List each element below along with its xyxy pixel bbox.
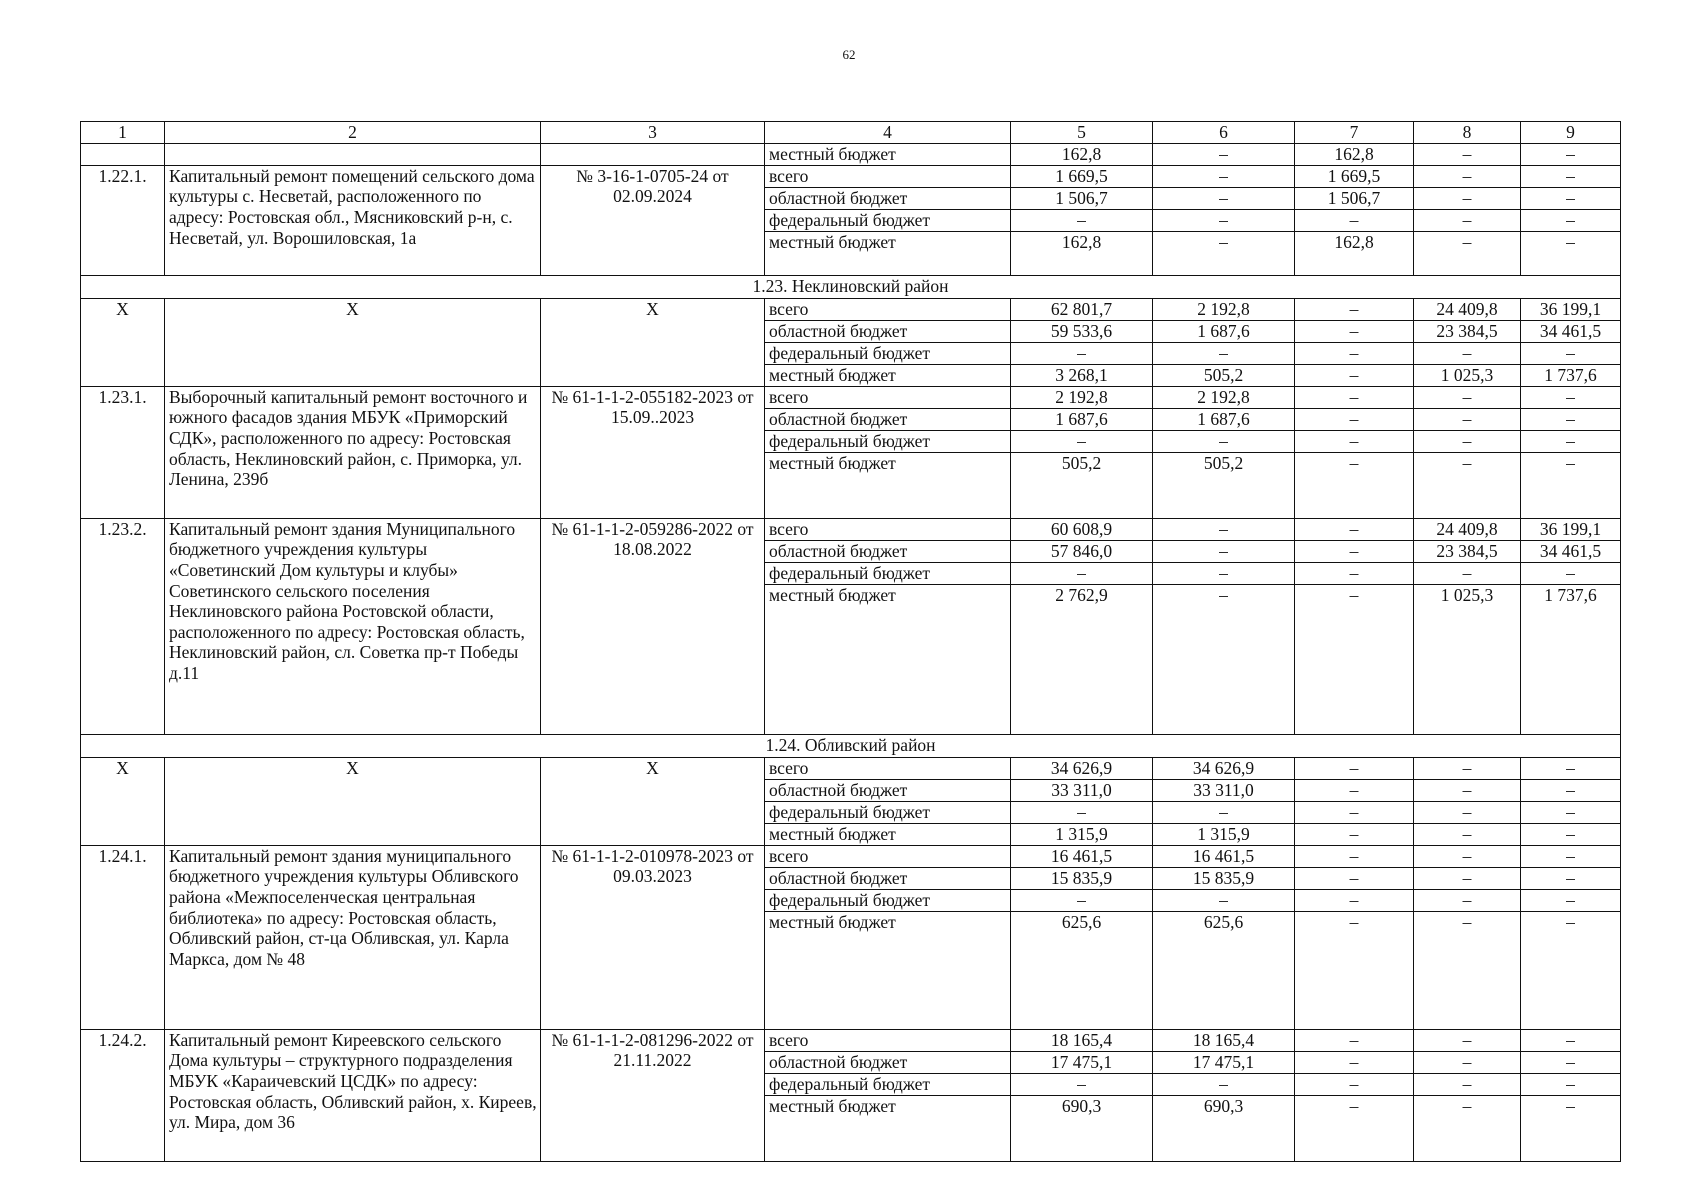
value-cell: 18 165,4 xyxy=(1153,1029,1295,1051)
value-cell: 505,2 xyxy=(1153,364,1295,386)
value-cell: 2 762,9 xyxy=(1011,584,1153,734)
column-header: 1 xyxy=(81,122,165,144)
value-cell: – xyxy=(1295,364,1414,386)
value-cell: 1 025,3 xyxy=(1414,584,1521,734)
value-cell: – xyxy=(1414,1095,1521,1161)
value-cell: – xyxy=(1295,757,1414,779)
value-cell: – xyxy=(1521,779,1621,801)
value-cell: – xyxy=(1521,1073,1621,1095)
value-cell: 33 311,0 xyxy=(1153,779,1295,801)
value-cell: – xyxy=(1153,209,1295,231)
item-number: 1.24.2. xyxy=(81,1029,165,1161)
value-cell: 59 533,6 xyxy=(1011,320,1153,342)
funding-type: местный бюджет xyxy=(765,452,1011,518)
item-number: 1.23.2. xyxy=(81,518,165,734)
value-cell: 690,3 xyxy=(1011,1095,1153,1161)
funding-type: областной бюджет xyxy=(765,779,1011,801)
funding-type: местный бюджет xyxy=(765,584,1011,734)
value-cell: 1 506,7 xyxy=(1011,187,1153,209)
value-cell: 36 199,1 xyxy=(1521,518,1621,540)
value-cell: – xyxy=(1414,779,1521,801)
value-cell: 625,6 xyxy=(1153,911,1295,1029)
value-cell: – xyxy=(1414,911,1521,1029)
item-name: Х xyxy=(165,757,541,845)
section-title: 1.24. Обливский район xyxy=(81,734,1621,757)
funding-type: федеральный бюджет xyxy=(765,209,1011,231)
value-cell: 1 315,9 xyxy=(1153,823,1295,845)
value-cell: – xyxy=(1153,187,1295,209)
value-cell: 33 311,0 xyxy=(1011,779,1153,801)
funding-type: местный бюджет xyxy=(765,231,1011,275)
value-cell: – xyxy=(1521,823,1621,845)
item-name: Х xyxy=(165,298,541,386)
table-row xyxy=(81,1029,1621,1051)
value-cell: – xyxy=(1521,757,1621,779)
value-cell: – xyxy=(1011,889,1153,911)
value-cell: – xyxy=(1295,452,1414,518)
value-cell: 505,2 xyxy=(1153,452,1295,518)
value-cell: – xyxy=(1011,801,1153,823)
value-cell: 16 461,5 xyxy=(1153,845,1295,867)
value-cell: – xyxy=(1011,342,1153,364)
value-cell: 17 475,1 xyxy=(1153,1051,1295,1073)
funding-type: областной бюджет xyxy=(765,1051,1011,1073)
value-cell: – xyxy=(1521,801,1621,823)
value-cell: – xyxy=(1521,562,1621,584)
value-cell: – xyxy=(1295,1029,1414,1051)
value-cell: 15 835,9 xyxy=(1153,867,1295,889)
value-cell: – xyxy=(1295,540,1414,562)
budget-table xyxy=(80,121,1621,1162)
funding-type: областной бюджет xyxy=(765,867,1011,889)
value-cell: 24 409,8 xyxy=(1414,518,1521,540)
value-cell: – xyxy=(1295,823,1414,845)
value-cell: – xyxy=(1521,452,1621,518)
value-cell: – xyxy=(1295,430,1414,452)
value-cell: 23 384,5 xyxy=(1414,320,1521,342)
item-document: Х xyxy=(541,757,765,845)
value-cell: – xyxy=(1521,1051,1621,1073)
value-cell: – xyxy=(1295,342,1414,364)
value-cell: 1 737,6 xyxy=(1521,364,1621,386)
value-cell: 1 669,5 xyxy=(1011,165,1153,187)
value-cell: – xyxy=(1153,889,1295,911)
table-row xyxy=(81,386,1621,408)
table-row xyxy=(81,518,1621,540)
funding-type: всего xyxy=(765,845,1011,867)
item-document: № 3-16-1-0705-24 от 02.09.2024 xyxy=(541,165,765,275)
column-header: 8 xyxy=(1414,122,1521,144)
item-document: Х xyxy=(541,298,765,386)
value-cell: 34 626,9 xyxy=(1011,757,1153,779)
column-header: 9 xyxy=(1521,122,1621,144)
value-cell: – xyxy=(1414,342,1521,364)
empty-cell xyxy=(165,143,541,165)
value-cell: – xyxy=(1414,867,1521,889)
funding-type: местный бюджет xyxy=(765,823,1011,845)
value-cell: 57 846,0 xyxy=(1011,540,1153,562)
value-cell: – xyxy=(1011,1073,1153,1095)
item-document: № 61-1-1-2-010978-2023 от 09.03.2023 xyxy=(541,845,765,1029)
value-cell: 15 835,9 xyxy=(1011,867,1153,889)
funding-type: областной бюджет xyxy=(765,408,1011,430)
value-cell: 1 669,5 xyxy=(1295,165,1414,187)
value-cell: – xyxy=(1295,779,1414,801)
funding-type: местный бюджет xyxy=(765,911,1011,1029)
value-cell: 1 025,3 xyxy=(1414,364,1521,386)
section-title: 1.23. Неклиновский район xyxy=(81,275,1621,298)
item-name: Капитальный ремонт Киреевского сельского Дома культуры – структурного подразделения МБУК «Караичевский ЦСДК» по адресу: Ростовская область, Обливский район, х. Киреев, ул. Мира, дом 36 xyxy=(165,1029,541,1161)
value-cell: – xyxy=(1295,518,1414,540)
value-cell: – xyxy=(1153,165,1295,187)
value-cell: – xyxy=(1153,430,1295,452)
value-cell: – xyxy=(1414,430,1521,452)
value-cell: – xyxy=(1521,342,1621,364)
value-cell: – xyxy=(1521,1095,1621,1161)
item-document: № 61-1-1-2-059286-2022 от 18.08.2022 xyxy=(541,518,765,734)
value-cell: 62 801,7 xyxy=(1011,298,1153,320)
value-cell: – xyxy=(1414,165,1521,187)
value-cell: – xyxy=(1295,584,1414,734)
value-cell: – xyxy=(1011,562,1153,584)
value-cell: – xyxy=(1521,165,1621,187)
value-cell: 1 687,6 xyxy=(1153,408,1295,430)
value-cell: – xyxy=(1153,231,1295,275)
value-cell: – xyxy=(1414,1073,1521,1095)
value-cell: – xyxy=(1521,143,1621,165)
value-cell: – xyxy=(1295,320,1414,342)
value-cell: – xyxy=(1414,1051,1521,1073)
value-cell: – xyxy=(1414,143,1521,165)
section-row xyxy=(81,275,1621,298)
value-cell: – xyxy=(1153,1073,1295,1095)
value-cell: – xyxy=(1153,584,1295,734)
funding-type: федеральный бюджет xyxy=(765,889,1011,911)
value-cell: – xyxy=(1295,298,1414,320)
value-cell: – xyxy=(1414,209,1521,231)
value-cell: – xyxy=(1295,408,1414,430)
header-row xyxy=(81,122,1621,144)
value-cell: – xyxy=(1153,518,1295,540)
value-cell: – xyxy=(1295,889,1414,911)
value-cell: – xyxy=(1521,209,1621,231)
value-cell: 505,2 xyxy=(1011,452,1153,518)
funding-type: областной бюджет xyxy=(765,320,1011,342)
value-cell: 162,8 xyxy=(1011,143,1153,165)
column-header: 4 xyxy=(765,122,1011,144)
value-cell: – xyxy=(1295,1051,1414,1073)
value-cell: 625,6 xyxy=(1011,911,1153,1029)
funding-type: федеральный бюджет xyxy=(765,562,1011,584)
value-cell: 17 475,1 xyxy=(1011,1051,1153,1073)
table-body xyxy=(81,122,1621,1162)
value-cell: – xyxy=(1521,845,1621,867)
column-header: 6 xyxy=(1153,122,1295,144)
value-cell: 1 687,6 xyxy=(1011,408,1153,430)
value-cell: 2 192,8 xyxy=(1153,298,1295,320)
value-cell: – xyxy=(1295,911,1414,1029)
item-number: Х xyxy=(81,757,165,845)
funding-type: федеральный бюджет xyxy=(765,342,1011,364)
value-cell: 690,3 xyxy=(1153,1095,1295,1161)
value-cell: – xyxy=(1521,231,1621,275)
value-cell: 1 506,7 xyxy=(1295,187,1414,209)
item-name: Капитальный ремонт здания Муниципального бюджетного учреждения культуры «Советинский Дом культуры и клубы» Советинского сельского поселения Неклиновского района Ростовской области, расположенного по адресу: Ростовская область, Неклиновский район, сл. Советка пр-т Победы д.11 xyxy=(165,518,541,734)
value-cell: – xyxy=(1295,1073,1414,1095)
value-cell: – xyxy=(1414,452,1521,518)
item-document: № 61-1-1-2-081296-2022 от 21.11.2022 xyxy=(541,1029,765,1161)
value-cell: 60 608,9 xyxy=(1011,518,1153,540)
funding-type: областной бюджет xyxy=(765,540,1011,562)
value-cell: – xyxy=(1414,231,1521,275)
value-cell: – xyxy=(1295,845,1414,867)
value-cell: 34 626,9 xyxy=(1153,757,1295,779)
value-cell: 162,8 xyxy=(1011,231,1153,275)
funding-type: местный бюджет xyxy=(765,143,1011,165)
table-row xyxy=(81,757,1621,779)
value-cell: – xyxy=(1153,143,1295,165)
value-cell: – xyxy=(1521,430,1621,452)
value-cell: – xyxy=(1295,209,1414,231)
item-number: 1.23.1. xyxy=(81,386,165,518)
value-cell: – xyxy=(1521,867,1621,889)
value-cell: 23 384,5 xyxy=(1414,540,1521,562)
value-cell: – xyxy=(1414,845,1521,867)
value-cell: – xyxy=(1414,187,1521,209)
item-number: 1.22.1. xyxy=(81,165,165,275)
item-name: Выборочный капитальный ремонт восточного и южного фасадов здания МБУК «Приморский СДК», расположенного по адресу: Ростовская область, Неклиновский район, с. Приморка, ул. Ленина, 239б xyxy=(165,386,541,518)
column-header: 7 xyxy=(1295,122,1414,144)
funding-type: федеральный бюджет xyxy=(765,1073,1011,1095)
funding-type: всего xyxy=(765,165,1011,187)
page-number: 62 xyxy=(842,47,856,62)
funding-type: всего xyxy=(765,298,1011,320)
value-cell: – xyxy=(1295,562,1414,584)
value-cell: – xyxy=(1521,1029,1621,1051)
value-cell: – xyxy=(1521,889,1621,911)
value-cell: – xyxy=(1414,889,1521,911)
value-cell: 162,8 xyxy=(1295,143,1414,165)
value-cell: – xyxy=(1414,757,1521,779)
funding-type: всего xyxy=(765,518,1011,540)
column-header: 2 xyxy=(165,122,541,144)
value-cell: – xyxy=(1521,386,1621,408)
value-cell: – xyxy=(1153,540,1295,562)
value-cell: – xyxy=(1414,408,1521,430)
funding-type: федеральный бюджет xyxy=(765,801,1011,823)
value-cell: – xyxy=(1414,801,1521,823)
value-cell: – xyxy=(1011,209,1153,231)
value-cell: 1 687,6 xyxy=(1153,320,1295,342)
empty-cell xyxy=(81,143,165,165)
value-cell: 3 268,1 xyxy=(1011,364,1153,386)
value-cell: – xyxy=(1414,1029,1521,1051)
value-cell: – xyxy=(1295,1095,1414,1161)
table-row xyxy=(81,845,1621,867)
funding-type: местный бюджет xyxy=(765,364,1011,386)
table-row xyxy=(81,298,1621,320)
value-cell: – xyxy=(1521,408,1621,430)
value-cell: – xyxy=(1295,801,1414,823)
value-cell: 2 192,8 xyxy=(1011,386,1153,408)
value-cell: 2 192,8 xyxy=(1153,386,1295,408)
value-cell: 36 199,1 xyxy=(1521,298,1621,320)
column-header: 5 xyxy=(1011,122,1153,144)
value-cell: – xyxy=(1414,562,1521,584)
value-cell: 34 461,5 xyxy=(1521,320,1621,342)
item-number: 1.24.1. xyxy=(81,845,165,1029)
item-number: Х xyxy=(81,298,165,386)
value-cell: – xyxy=(1521,187,1621,209)
value-cell: 16 461,5 xyxy=(1011,845,1153,867)
column-header: 3 xyxy=(541,122,765,144)
value-cell: 1 315,9 xyxy=(1011,823,1153,845)
value-cell: – xyxy=(1414,823,1521,845)
table-row xyxy=(81,165,1621,187)
value-cell: 162,8 xyxy=(1295,231,1414,275)
value-cell: 1 737,6 xyxy=(1521,584,1621,734)
value-cell: – xyxy=(1295,386,1414,408)
funding-type: всего xyxy=(765,386,1011,408)
funding-type: всего xyxy=(765,757,1011,779)
funding-type: областной бюджет xyxy=(765,187,1011,209)
value-cell: – xyxy=(1153,342,1295,364)
funding-type: местный бюджет xyxy=(765,1095,1011,1161)
funding-type: всего xyxy=(765,1029,1011,1051)
value-cell: – xyxy=(1295,867,1414,889)
item-name: Капитальный ремонт помещений сельского дома культуры с. Несветай, расположенного по адресу: Ростовская обл., Мясниковский р-н, с. Несветай, ул. Ворошиловская, 1а xyxy=(165,165,541,275)
value-cell: 24 409,8 xyxy=(1414,298,1521,320)
item-document: № 61-1-1-2-055182-2023 от 15.09..2023 xyxy=(541,386,765,518)
value-cell: – xyxy=(1414,386,1521,408)
empty-cell xyxy=(541,143,765,165)
funding-type: федеральный бюджет xyxy=(765,430,1011,452)
section-row xyxy=(81,734,1621,757)
value-cell: – xyxy=(1521,911,1621,1029)
value-cell: 34 461,5 xyxy=(1521,540,1621,562)
value-cell: – xyxy=(1153,562,1295,584)
value-cell: 18 165,4 xyxy=(1011,1029,1153,1051)
item-name: Капитальный ремонт здания муниципального бюджетного учреждения культуры Обливского района «Межпоселенческая центральная библиотека» по адресу: Ростовская область, Обливский район, ст-ца Обливская, ул. Карла Маркса, дом № 48 xyxy=(165,845,541,1029)
table-row xyxy=(81,143,1621,165)
value-cell: – xyxy=(1153,801,1295,823)
value-cell: – xyxy=(1011,430,1153,452)
